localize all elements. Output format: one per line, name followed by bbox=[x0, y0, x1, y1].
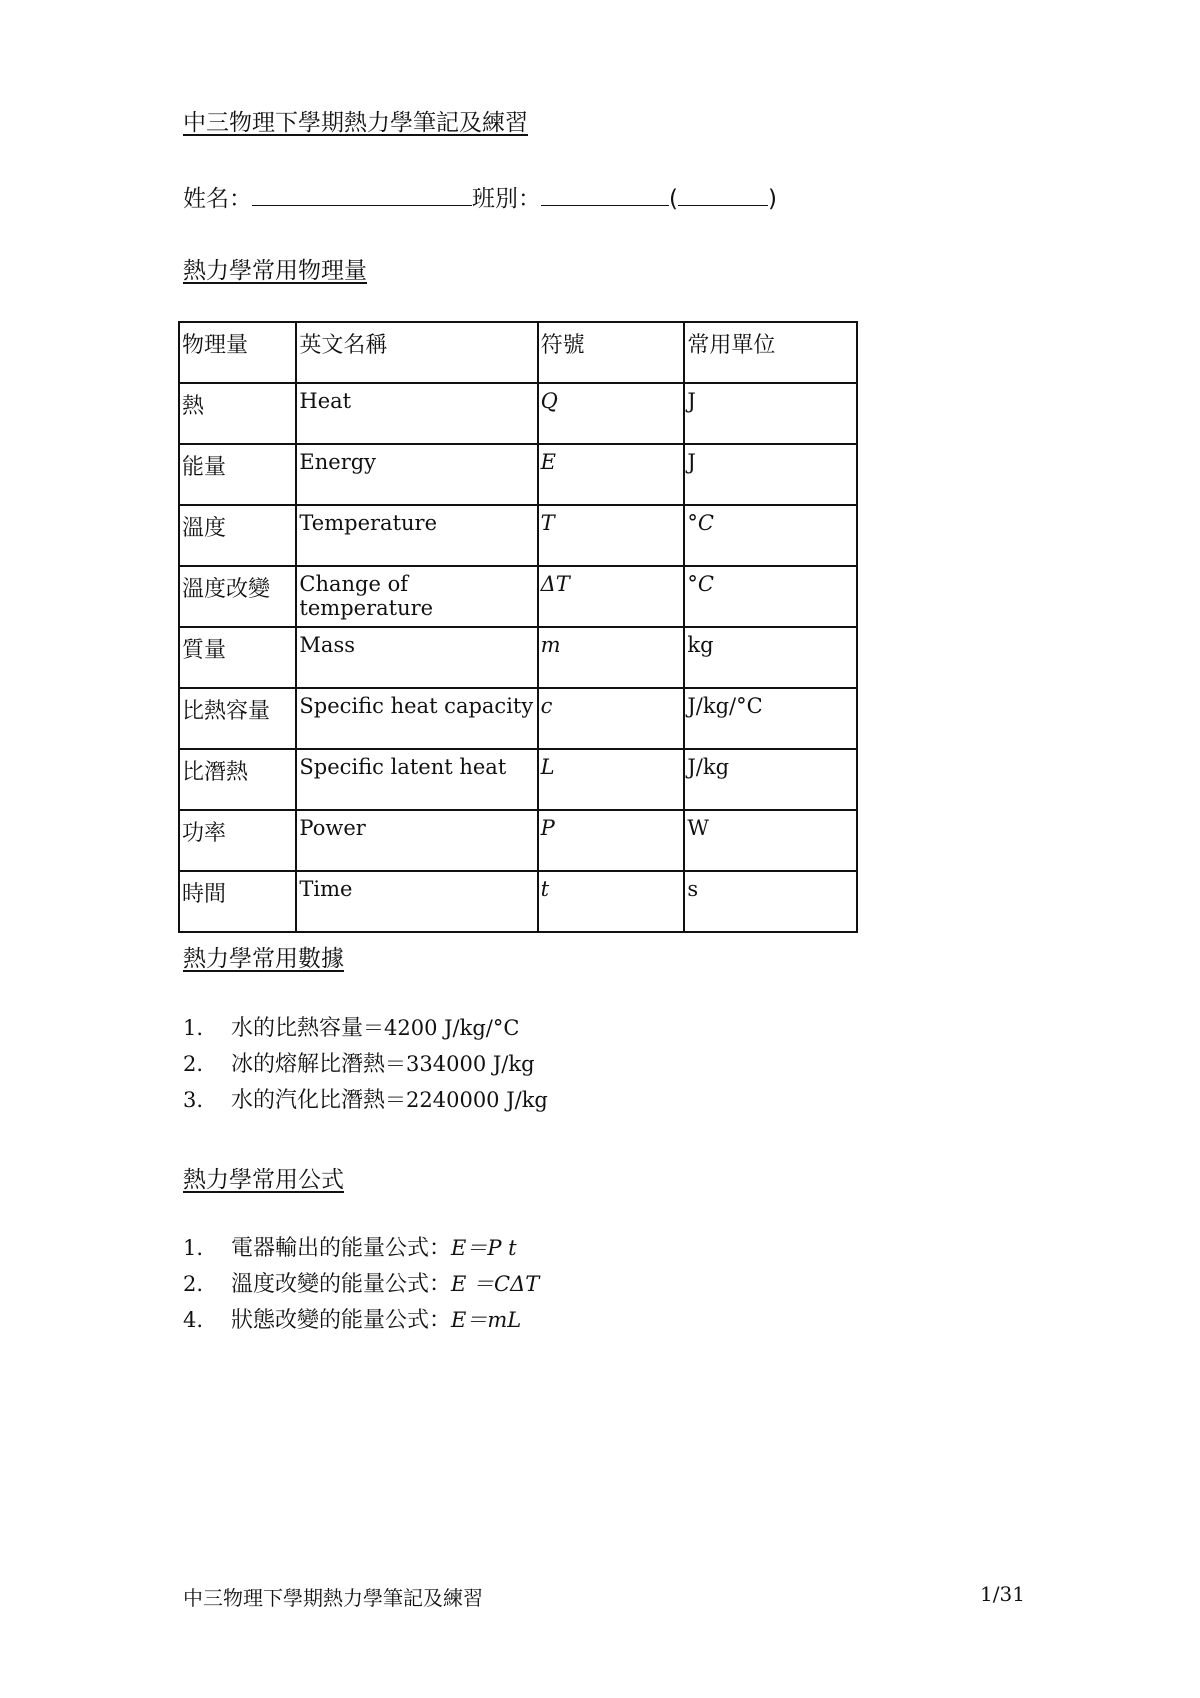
quantity-symbol: P bbox=[538, 810, 685, 871]
footer-title: 中三物理下學期熱力學筆記及練習 bbox=[183, 1586, 483, 1610]
quantity-zh: 溫度 bbox=[179, 505, 296, 566]
item-number: 1. bbox=[183, 1236, 204, 1260]
quantity-unit: s bbox=[684, 871, 857, 932]
column-header: 符號 bbox=[538, 322, 685, 383]
table-row bbox=[179, 749, 857, 810]
list-item bbox=[183, 1010, 548, 1046]
quantity-zh: 時間 bbox=[179, 871, 296, 932]
quantity-en: Time bbox=[296, 871, 537, 932]
item-text: 狀態改變的能量公式： bbox=[231, 1308, 452, 1333]
column-header: 常用單位 bbox=[684, 322, 857, 383]
list-item bbox=[183, 1230, 539, 1266]
quantity-en: Temperature bbox=[296, 505, 537, 566]
quantity-zh: 功率 bbox=[179, 810, 296, 871]
quantity-zh: 能量 bbox=[179, 444, 296, 505]
class-number-blank[interactable] bbox=[678, 187, 768, 206]
data-heading: 熱力學常用數據 bbox=[183, 946, 344, 972]
quantity-symbol: ΔT bbox=[538, 566, 685, 627]
item-text: 電器輸出的能量公式： bbox=[231, 1236, 452, 1261]
item-number: 2. bbox=[183, 1272, 204, 1296]
item-value: ＝4200 J/kg/°C bbox=[363, 1016, 520, 1040]
page-number: 1/31 bbox=[980, 1582, 1025, 1606]
column-header: 英文名稱 bbox=[296, 322, 537, 383]
document-title: 中三物理下學期熱力學筆記及練習 bbox=[183, 110, 528, 136]
quantity-en: Mass bbox=[296, 627, 537, 688]
item-number: 2. bbox=[183, 1052, 204, 1076]
student-info-line bbox=[183, 180, 777, 213]
list-item bbox=[183, 1266, 539, 1302]
class-label: 班別： bbox=[472, 186, 541, 212]
quantities-heading: 熱力學常用物理量 bbox=[183, 258, 367, 284]
item-number: 1. bbox=[183, 1016, 204, 1040]
item-text: 水的比熱容量 bbox=[231, 1016, 364, 1041]
table-row bbox=[179, 505, 857, 566]
table-row bbox=[179, 627, 857, 688]
item-text: 水的汽化比潛熱 bbox=[231, 1088, 386, 1113]
quantity-zh: 質量 bbox=[179, 627, 296, 688]
quantity-en: Heat bbox=[296, 383, 537, 444]
data-list bbox=[183, 1010, 548, 1118]
number-close-paren: ) bbox=[767, 186, 777, 212]
formula-list bbox=[183, 1230, 539, 1338]
item-formula: E＝mL bbox=[451, 1308, 522, 1332]
number-open-paren: ( bbox=[669, 186, 678, 212]
quantity-symbol: Q bbox=[538, 383, 685, 444]
item-text: 冰的熔解比潛熱 bbox=[231, 1052, 386, 1077]
quantities-table bbox=[178, 321, 858, 933]
list-item bbox=[183, 1082, 548, 1118]
quantity-symbol: c bbox=[538, 688, 685, 749]
item-number: 4. bbox=[183, 1308, 204, 1332]
quantity-unit: °C bbox=[684, 505, 857, 566]
quantity-unit: kg bbox=[684, 627, 857, 688]
formula-heading: 熱力學常用公式 bbox=[183, 1167, 344, 1193]
quantity-en: Energy bbox=[296, 444, 537, 505]
table-row bbox=[179, 383, 857, 444]
quantity-zh: 溫度改變 bbox=[179, 566, 296, 627]
quantity-symbol: t bbox=[538, 871, 685, 932]
quantity-en: Specific heat capacity bbox=[296, 688, 537, 749]
quantity-unit: °C bbox=[684, 566, 857, 627]
column-header: 物理量 bbox=[179, 322, 296, 383]
quantity-en: Specific latent heat bbox=[296, 749, 537, 810]
quantity-en: Power bbox=[296, 810, 537, 871]
quantity-zh: 比熱容量 bbox=[179, 688, 296, 749]
quantity-zh: 比潛熱 bbox=[179, 749, 296, 810]
table-row bbox=[179, 566, 857, 627]
class-blank[interactable] bbox=[541, 187, 669, 206]
item-value: ＝2240000 J/kg bbox=[385, 1088, 548, 1112]
list-item bbox=[183, 1046, 548, 1082]
name-label: 姓名： bbox=[183, 186, 252, 212]
name-blank[interactable] bbox=[252, 187, 472, 206]
item-formula: E＝P t bbox=[451, 1236, 517, 1260]
table-header-row bbox=[179, 322, 857, 383]
quantity-symbol: L bbox=[538, 749, 685, 810]
item-value: ＝334000 J/kg bbox=[385, 1052, 535, 1076]
quantity-symbol: m bbox=[538, 627, 685, 688]
quantity-unit: W bbox=[684, 810, 857, 871]
quantity-en: Change of temperature bbox=[296, 566, 537, 627]
quantity-symbol: T bbox=[538, 505, 685, 566]
list-item bbox=[183, 1302, 539, 1338]
quantity-zh: 熱 bbox=[179, 383, 296, 444]
quantity-unit: J/kg/°C bbox=[684, 688, 857, 749]
table-row bbox=[179, 444, 857, 505]
quantity-unit: J bbox=[684, 444, 857, 505]
table-row bbox=[179, 810, 857, 871]
quantity-unit: J bbox=[684, 383, 857, 444]
table-row bbox=[179, 871, 857, 932]
item-formula: E ＝CΔT bbox=[451, 1272, 540, 1296]
item-text: 溫度改變的能量公式： bbox=[231, 1272, 452, 1297]
table-row bbox=[179, 688, 857, 749]
item-number: 3. bbox=[183, 1088, 204, 1112]
quantity-symbol: E bbox=[538, 444, 685, 505]
quantity-unit: J/kg bbox=[684, 749, 857, 810]
